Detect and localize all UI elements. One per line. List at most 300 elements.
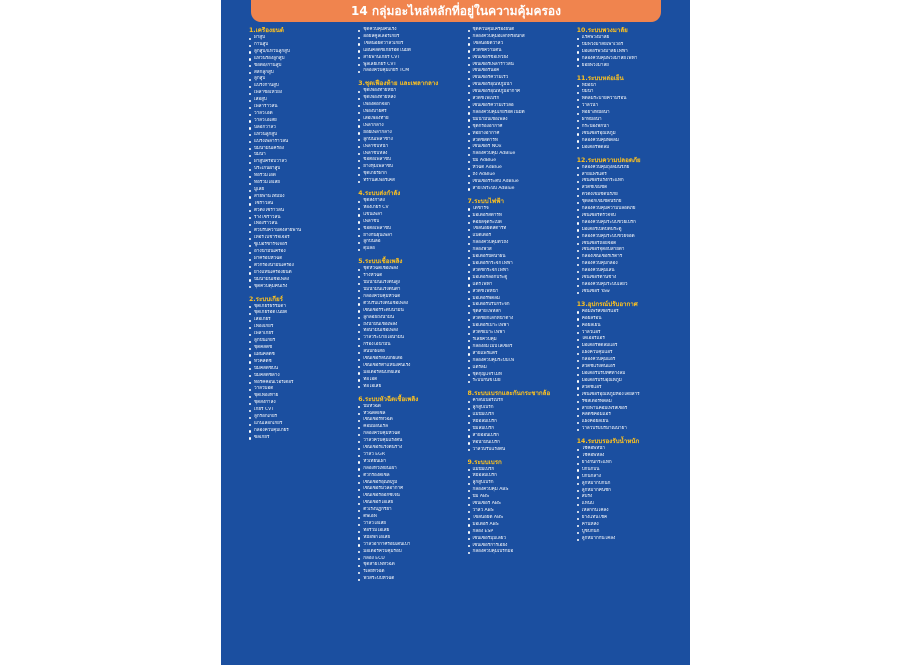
list-item: เซ็นเซอร์ ABS	[468, 501, 570, 508]
list-item: คอมเพรสเซอร์แอร์	[577, 309, 679, 316]
list-item: ลิ้นปีกผีเสื้อ	[358, 349, 460, 356]
list-item: เพลาราวลิ้น	[249, 104, 351, 111]
list-item: สวิตช์เข็มขัด	[577, 185, 679, 192]
list-item: เซ็นเซอร์ข้อเหวี่ยง	[468, 55, 570, 62]
list-item: กล่องควบคุมระบบไฟ	[468, 358, 570, 365]
list-item: สวิตช์แอร์	[577, 385, 679, 392]
list-item: ปั๊มน้ำมันแรงดันต่ำ	[358, 287, 460, 294]
item-list	[468, 27, 570, 193]
list-item: กล่องควบคุมระบบเลี้ยว	[577, 282, 679, 289]
list-item: ลูกลอยถังน้ำมัน	[358, 315, 460, 322]
list-item: กล่องควบคุมเกียร์	[249, 428, 351, 435]
list-item: สวิตช์แรงดันแอร์	[577, 364, 679, 371]
list-item: แบริ่งเพลาราวลิ้น	[249, 139, 351, 146]
list-item: เซ็นเซอร์ไอเสีย	[358, 500, 460, 507]
list-item: คอยล์จุดระเบิด	[468, 220, 570, 227]
list-item: กล่องฟิวส์	[468, 247, 570, 254]
list-item: กล่อง ECU	[358, 556, 460, 563]
list-item: หัวฉีด AdBlue	[468, 165, 570, 172]
list-item: ปั๊มน้ำมันแรงดันสูง	[358, 280, 460, 287]
list-item: วาล์วไอเสีย	[249, 118, 351, 125]
item-list	[358, 266, 460, 390]
list-item: วาล์วบอดี้	[249, 386, 351, 393]
list-item: ยางแท่นโช้ค	[577, 515, 679, 522]
item-list	[249, 304, 351, 442]
list-item: คอมมอนเรล	[358, 424, 460, 431]
column-2	[358, 27, 460, 663]
list-item: เซ็นเซอร์การเอียง	[468, 543, 570, 550]
list-item: กล่อง ESP	[468, 529, 570, 536]
list-item: มอเตอร์ ABS	[468, 522, 570, 529]
list-item: ปั๊มลมเบรก	[468, 426, 570, 433]
list-item: หัวเทียนเผา	[358, 459, 460, 466]
list-item: หม้อพักไอเสีย	[358, 535, 460, 542]
list-item: ปั๊มพวงมาลัยเพาเวอร์	[577, 42, 679, 49]
list-item: เซ็นเซอร์มุมเลี้ยว	[468, 536, 570, 543]
list-item: ชุดคลัตช์	[249, 345, 351, 352]
list-item: เซ็นเซอร์อุณหภูมิ	[358, 480, 460, 487]
section	[577, 438, 679, 543]
list-item: เซ็นเซอร์ตรวจจับ	[577, 213, 679, 220]
list-item: ตัวกรองดีเซล	[358, 473, 460, 480]
list-item: เซ็นเซอร์แรงกระแทก	[577, 178, 679, 185]
list-item: วาล์วไอเสีย	[358, 521, 460, 528]
list-item: ตัวปรับแรงดันเชื้อเพลิง	[358, 301, 460, 308]
list-item: ทอร์คคอนเวอร์เตอร์	[249, 380, 351, 387]
list-item: มู่เล่ย์	[249, 187, 351, 194]
list-item: เซ็นเซอร์อุณหภูมิ	[577, 131, 679, 138]
section-title: 9.ระบบเบรก	[467, 458, 502, 466]
section-title: 8.ระบบเบรกและกันกระชากล้อ	[467, 390, 551, 398]
list-item: หม้อน้ำ	[577, 83, 679, 90]
list-item: มอเตอร์ลิ้นปีกผีเสื้อ	[358, 370, 460, 377]
list-item: ชุดสายไฟหลัก	[468, 309, 570, 316]
list-item: ลูกปืนล้อ	[358, 239, 460, 246]
column-3	[468, 27, 570, 663]
list-item: พัดลมระบายความร้อน	[577, 96, 679, 103]
list-item: แผ่นคลัตช์	[249, 352, 351, 359]
list-item: ท่อน้ำมันเชื้อเพลิง	[358, 328, 460, 335]
list-item: วาล์วควบคุมแรงดัน	[358, 438, 460, 445]
list-item: กล่องควบคุมถุงลมนิรภัย	[577, 165, 679, 172]
item-list	[358, 27, 460, 75]
list-item: ยอยเพลากลาง	[358, 130, 460, 137]
list-item: ชุดส่งกำลัง	[358, 198, 460, 205]
item-list	[358, 198, 460, 253]
list-item: เซ็นเซอร์ถอยจอด	[577, 241, 679, 248]
list-item: เซ็นเซอร์ออกซิเจน	[358, 493, 460, 500]
list-item: สวิตช์กระจกไฟฟ้า	[468, 268, 570, 275]
list-item: ถังน้ำมันเชื้อเพลิง	[358, 322, 460, 329]
list-item: ห้องเกียร์ CV	[358, 205, 460, 212]
list-item: สายแพรแตร	[468, 351, 570, 358]
list-item: มอเตอร์ปัดน้ำฝน	[468, 254, 570, 261]
list-item: แหวนลูกสูบ	[249, 132, 351, 139]
list-item: โช้คอัพหลัง	[577, 453, 679, 460]
list-item: ชุดเฟืองท้ายหลัง	[358, 95, 460, 102]
list-item: โซลินอยด์วาล์ว	[468, 41, 570, 48]
list-item: ยางแท่นเครื่องยนต์	[249, 270, 351, 277]
list-item: วาล์วระบายไอน้ำมัน	[358, 335, 460, 342]
list-item: เซ็นเซอร์อุณหภูมิน้ำ	[468, 82, 570, 89]
list-item: ท่อยางหม้อน้ำ	[577, 110, 679, 117]
list-item: เซ็นเซอร์ความเร็วล้อ	[468, 103, 570, 110]
list-item: กล่องควบคุมระบบช่วยจอด	[577, 234, 679, 241]
list-item: ตัวดึงเข็มขัดนิรภัย	[577, 192, 679, 199]
list-item: กล่องควบคุม ABS	[468, 487, 570, 494]
list-item: กล่องควบคุมอิเล็กทรอนิกส์	[468, 34, 570, 41]
list-item: แหนบ	[577, 501, 679, 508]
list-item: แตรไฟฟ้า	[468, 282, 570, 289]
list-item: เฟืองบายศรี	[358, 109, 460, 116]
list-item: เซ็นเซอร์จุดอับสายตา	[577, 247, 679, 254]
list-item: ประเก็นฝาสูบ	[249, 166, 351, 173]
columns-container	[249, 27, 679, 663]
list-item: สวิตช์ความดัน	[468, 48, 570, 55]
list-item: เพลาขับหน้า	[358, 144, 460, 151]
list-item: วาล์วปรับปริมาณน้ำยา	[577, 426, 679, 433]
list-item: โซลินอยด์ ABS	[468, 515, 570, 522]
list-item: ฝาหม้อน้ำ	[577, 117, 679, 124]
list-item: เฟืองดอกจอก	[358, 102, 460, 109]
list-item: ชุดเกียร์ฝาก	[358, 171, 460, 178]
list-item: ท่อร่วมไอดี	[249, 173, 351, 180]
list-item: แหวนรองลูกสูบ	[249, 56, 351, 63]
section	[358, 258, 460, 390]
list-item: แตรลม	[468, 365, 570, 372]
list-item: ปั๊มน้ำมันเชื้อเพลิง	[249, 277, 351, 284]
list-item: ปั๊ม AdBlue	[468, 158, 570, 165]
list-item: สายพานคอมเพรสเซอร์	[577, 406, 679, 413]
list-item: ยางหุ้มเพลาขับ	[358, 164, 460, 171]
list-item: มอเตอร์ควบคุมรอบ	[358, 549, 460, 556]
list-item: กล่องเซ็นเซอร์เรดาร์	[577, 254, 679, 261]
list-item: ชุดเกียร์ธรรมดา	[249, 304, 351, 311]
list-item: ปั๊มหัวฉีด	[358, 404, 460, 411]
list-item: กล่องควบคุม AdBlue	[468, 151, 570, 158]
list-item: ลูกหมากคันชัก	[577, 488, 679, 495]
list-item: เซ็นเซอร์แรงดันราง	[358, 445, 460, 452]
list-item: กล่องควบคุมเกียร์อัตโนมัติ	[468, 110, 570, 117]
list-item: ท่อไอดี	[358, 377, 460, 384]
list-item: เซ็นเซอร์น็อค	[468, 68, 570, 75]
list-item: แร็คพวงมาลัย	[577, 35, 679, 42]
list-item: ท่อน้ำมันเบรก	[468, 440, 570, 447]
list-item: เกียร์ CVT	[249, 407, 351, 414]
list-item: สายไฟระบบ AdBlue	[468, 186, 570, 193]
list-item: ฝาครอบหัวฉีด	[249, 256, 351, 263]
item-list	[577, 446, 679, 543]
list-item: โซ่ราวลิ้น	[249, 201, 351, 208]
list-item: ท่อไอเสีย	[358, 384, 460, 391]
list-item: สวิตช์เบาะไฟฟ้า	[468, 330, 570, 337]
list-item: มอเตอร์พัดลมแอร์	[577, 343, 679, 350]
list-item: ปั๊มน้ำ	[577, 89, 679, 96]
item-list	[577, 165, 679, 296]
list-item: เซ็นเซอร์ความเร็ว	[468, 75, 570, 82]
list-item: ลูกสูบ/แหวนลูกสูบ	[249, 49, 351, 56]
list-item: รีเลย์ควบคุม	[468, 337, 570, 344]
list-item: แบริ่งก้านสูบ	[249, 83, 351, 90]
list-item: กล่องควบคุมพวงมาลัยไฟฟ้า	[577, 56, 679, 63]
list-item: สวิตช์ไฟหน้า	[468, 289, 570, 296]
list-item: รีซิสเตอร์พัดลม	[577, 399, 679, 406]
list-item: กล่องควบคุมความปลอดภัย	[577, 206, 679, 213]
section	[468, 198, 570, 386]
list-item: เซ็นเซอร์ระดับน้ำมัน	[358, 308, 460, 315]
list-item: ยางกันฝุ่นเพลา	[358, 233, 460, 240]
section-title: 2.ระบบเกียร์	[249, 295, 283, 303]
poster	[221, 0, 690, 665]
list-item: ชุดสายไฟหัวฉีด	[358, 562, 460, 569]
list-item: สายแพรแตร	[577, 172, 679, 179]
list-item: ชุดกุญแจรีโมท	[468, 372, 570, 379]
list-item: ปลอกวาล์ว	[249, 125, 351, 132]
section	[577, 157, 679, 296]
section-title: 4.ระบบส่งกำลัง	[358, 190, 401, 198]
list-item: หม้อลมเบรก	[468, 473, 570, 480]
list-item: มอเตอร์สตาร์ท	[468, 213, 570, 220]
section	[249, 296, 351, 442]
list-item: แผงคอยล์เย็น	[577, 419, 679, 426]
list-item: ชุดส่งกำลัง	[249, 400, 351, 407]
list-item: สปริง	[577, 494, 679, 501]
item-list	[358, 88, 460, 185]
list-item: แม่ปั๊มเบรก	[468, 412, 570, 419]
list-item: หัวฉีดดีเซล	[358, 411, 460, 418]
list-item: แม่ปั๊มเบรก	[468, 467, 570, 474]
list-item: ลูกหมากปีกนก	[577, 481, 679, 488]
list-item: ชุดเกียร์อัตโนมัติ	[249, 310, 351, 317]
list-item: ชุดกรองอากาศ	[468, 124, 570, 131]
list-item: ซีลเกียร์	[249, 435, 351, 442]
list-item: ปั๊มคลัตช์ล่าง	[249, 373, 351, 380]
list-item: วาล์วแอร์	[577, 330, 679, 337]
list-item: เฟืองราวลิ้น	[249, 221, 351, 228]
list-item: ไดชาร์จ	[468, 206, 570, 213]
list-item: ฟิวส์ระบบหัวฉีด	[358, 576, 460, 583]
list-item: เซ็นเซอร์ NOx	[468, 144, 570, 151]
list-item: มอเตอร์พัดลม	[468, 296, 570, 303]
list-item: ตัวปรับความตึงสายพาน	[249, 228, 351, 235]
list-item: สวิตช์ไฟเบรก	[468, 96, 570, 103]
list-item: เซ็นเซอร์ตำแหน่งคันเร่ง	[358, 363, 460, 370]
list-item: เพลากลาง	[358, 123, 460, 130]
list-item: แกนเลือกเกียร์	[249, 421, 351, 428]
list-item: เทอร์โบชาร์จเจอร์	[249, 235, 351, 242]
section	[358, 396, 460, 584]
list-item: คาลิปเปอร์เบรก	[468, 398, 570, 405]
list-item: กระป๋องพักน้ำ	[577, 124, 679, 131]
section	[358, 80, 460, 185]
list-item: ลูกรอกเกียร์	[249, 414, 351, 421]
list-item: วาล์วอากาศรอบเดินเบา	[358, 542, 460, 549]
list-item: อ่างน้ำมันเครื่อง	[249, 249, 351, 256]
list-item: ชุดหัวฉีดเชื้อเพลิง	[358, 266, 460, 273]
list-item: กล่องควบคุมแอร์	[577, 357, 679, 364]
list-item: ท่อร่วมไอเสีย	[249, 180, 351, 187]
list-item: ตัวกรองน้ำมันเครื่อง	[249, 263, 351, 270]
list-item: รางโซ่ราวลิ้น	[249, 215, 351, 222]
section-title: 10.ระบบพวงมาลัย	[576, 27, 628, 34]
list-item: คานหลัง	[577, 522, 679, 529]
list-item: พูลเลย์เกียร์ CVT	[358, 62, 460, 69]
list-item: กล่องควบคุมพัดลม	[577, 138, 679, 145]
list-item: ถัง AdBlue	[468, 172, 570, 179]
list-item: ตัวตั้งโซ่ราวลิ้น	[249, 208, 351, 215]
list-item: วาล์วน้ำ	[577, 103, 679, 110]
list-item: เซ็นเซอร์ด้านข้าง	[577, 275, 679, 282]
item-list	[249, 35, 351, 291]
list-item: แขนเพลา	[358, 212, 460, 219]
item-list	[358, 404, 460, 584]
section-title: 7.ระบบไฟฟ้า	[467, 197, 505, 205]
list-item: ลูกสูบเบรก	[468, 405, 570, 412]
section-title: 13.อุปกรณ์ปรับอากาศ	[576, 300, 638, 308]
section-title: 11.ระบบหล่อเย็น	[576, 74, 624, 82]
list-item: คลัตช์คอมแอร์	[577, 412, 679, 419]
list-item: ปั๊มน้ำ	[249, 152, 351, 159]
section	[577, 27, 679, 70]
list-item: ตัวเร่งปฏิกิริยา	[358, 507, 460, 514]
list-item: ดีพีเอฟ	[358, 514, 460, 521]
list-item: เสื้อเฟืองท้าย	[358, 116, 460, 123]
list-item: หม้อลมเบรก	[468, 419, 570, 426]
list-item: ท่อร่วมไอเสีย	[358, 528, 460, 535]
list-item: สลักลูกสูบ	[249, 70, 351, 77]
column-1	[249, 27, 351, 663]
list-item: กรองไอน้ำมัน	[358, 342, 460, 349]
section	[577, 75, 679, 152]
list-item: สวิตช์สตาร์ท	[468, 138, 570, 145]
section	[358, 190, 460, 253]
list-item: ปั๊ม ABS	[468, 494, 570, 501]
list-item: ท่อยางอากาศ	[468, 131, 570, 138]
list-item: เฟืองเกียร์	[249, 324, 351, 331]
item-list	[468, 206, 570, 386]
list-item: ปีกนกล่าง	[577, 474, 679, 481]
list-item: ลูกปืนเกียร์	[249, 338, 351, 345]
list-item: ชุดเฟืองท้าย	[249, 393, 351, 400]
list-item: ข้อต่อ/ก้านสูบ	[249, 63, 351, 70]
list-item: เซ็นเซอร์เพลาราวลิ้น	[468, 62, 570, 69]
list-item: มอเตอร์ปรับทิศทางลม	[577, 371, 679, 378]
list-item: โซลินอยด์วาล์วเกียร์	[358, 41, 460, 48]
list-item: เซ็นเซอร์มวลอากาศ	[358, 486, 460, 493]
list-item: ชุดควบคุมคันเร่ง	[358, 27, 460, 34]
section-title: 6.ระบบหัวฉีดเชื้อเพลิง	[358, 395, 419, 403]
list-item: สวิตช์ยกเลิกหน้าต่าง	[468, 316, 570, 323]
list-item: ชุดล็อกเข็มขัดนิรภัย	[577, 199, 679, 206]
section	[577, 301, 679, 433]
list-item: กล่องควบคุมกล้อง	[577, 261, 679, 268]
list-item: วาล์วไอดี	[249, 111, 351, 118]
list-item: เซ็นเซอร์อุณหภูมิอากาศ	[468, 89, 570, 96]
list-item: วาล์ว EGR	[358, 452, 460, 459]
list-item: ดุมล้อ	[358, 246, 460, 253]
list-item: เพลาข้อเหวี่ยง	[249, 90, 351, 97]
list-item: ข้อต่อเพลาขับ	[358, 157, 460, 164]
list-item: แผงควบคุมแอร์	[577, 350, 679, 357]
list-item: คอยล์ร้อน	[577, 316, 679, 323]
list-item: เหล็กกันโคลง	[577, 508, 679, 515]
list-item: กล่องควบคุมเลน	[577, 268, 679, 275]
item-list	[577, 83, 679, 152]
list-item: เพลาเกียร์	[249, 331, 351, 338]
list-item: เซ็นเซอร์หัวฉีด	[358, 417, 460, 424]
list-item: เซ็นเซอร์ระดับ AdBlue	[468, 179, 570, 186]
list-item: ทรานสเฟอร์เคส	[358, 178, 460, 185]
list-item: เซ็นเซอร์ลิ้นปีกผีเสื้อ	[358, 356, 460, 363]
list-item: รีเลย์หัวฉีด	[358, 569, 460, 576]
list-item: ลูกปืนเพลาข้าง	[358, 137, 460, 144]
list-item: ลูกหมากกันโคลง	[577, 536, 679, 543]
list-item: วาล์ว ABS	[468, 508, 570, 515]
section-title: 12.ระบบความปลอดภัย	[576, 156, 641, 164]
list-item: ปั๊มน้ำมันเชื้อเพลิง	[468, 117, 570, 124]
list-item: ออยล์คูลเลอร์เกียร์	[358, 34, 460, 41]
list-item: ปั๊มคลัตช์บน	[249, 366, 351, 373]
list-item: มอเตอร์กระจกไฟฟ้า	[468, 261, 570, 268]
list-item: มอเตอร์เปิดปิดประตู	[577, 227, 679, 234]
list-item: ชุดควบคุมคันเร่ง	[249, 284, 351, 291]
list-item: เพลาขับ	[358, 219, 460, 226]
list-item: มอเตอร์พวงมาลัยไฟฟ้า	[577, 49, 679, 56]
list-item: คอยล์เย็น	[577, 323, 679, 330]
list-item: มอเตอร์พัดลม	[577, 145, 679, 152]
list-item: ระบบกันขโมย	[468, 378, 570, 385]
section	[249, 27, 351, 291]
list-item: กล่องควบคุมหัวฉีด	[358, 431, 460, 438]
list-item: บูชปีกนก	[577, 529, 679, 536]
section-title: 3.ชุดเฟืองท้าย และเพลากลาง	[358, 80, 439, 88]
list-item: ยางกันกระแทก	[577, 460, 679, 467]
list-item: ก้านสูบ	[249, 42, 351, 49]
list-item: โช้คอัพหน้า	[577, 446, 679, 453]
list-item: มอเตอร์เบาะไฟฟ้า	[468, 323, 570, 330]
list-item: ยอยพวงมาลัย	[577, 63, 679, 70]
list-item: ลูกสูบ	[249, 76, 351, 83]
list-item: วาล์วปรับแรงดัน	[468, 447, 570, 454]
list-item: สายอ่อนเบรก	[468, 433, 570, 440]
list-item: ปีกนกบน	[577, 467, 679, 474]
list-item: กล่องอิมโมบิไลเซอร์	[468, 344, 570, 351]
list-item: สายพานเกียร์ CVT	[358, 55, 460, 62]
list-item: เสื้อสูบ	[249, 97, 351, 104]
list-item: เพลาขับหลัง	[358, 151, 460, 158]
item-list	[577, 309, 679, 433]
list-item: กล่องควบคุมเกียร์ TCM	[358, 68, 460, 75]
section	[468, 459, 570, 557]
item-list	[468, 398, 570, 453]
list-item: ข้อต่อเพลาขับ	[358, 226, 460, 233]
list-item: กล่องหัวเทียนเผา	[358, 466, 460, 473]
list-item: ซูเปอร์ชาร์จเจอร์	[249, 242, 351, 249]
item-list	[577, 35, 679, 70]
list-item: รางหัวฉีด	[358, 273, 460, 280]
list-item: กล่องควบคุมเบรกมือ	[468, 549, 570, 556]
list-item: ชุดเฟืองท้ายหน้า	[358, 88, 460, 95]
list-item: ฝาสูบครอบวาล์ว	[249, 159, 351, 166]
list-item: แผ่นคลัตช์เกียร์อัตโนมัติ	[358, 48, 460, 55]
section	[358, 27, 460, 75]
list-item: ไดเออร์แอร์	[577, 336, 679, 343]
section	[468, 27, 570, 193]
page-title: 14 กลุ่มอะไหล่หลักที่อยู่ในความคุ้มครอง	[251, 0, 661, 22]
list-item: เซ็นเซอร์ Yaw	[577, 289, 679, 296]
list-item: มอเตอร์ปรับอุณหภูมิ	[577, 378, 679, 385]
item-list	[468, 467, 570, 557]
